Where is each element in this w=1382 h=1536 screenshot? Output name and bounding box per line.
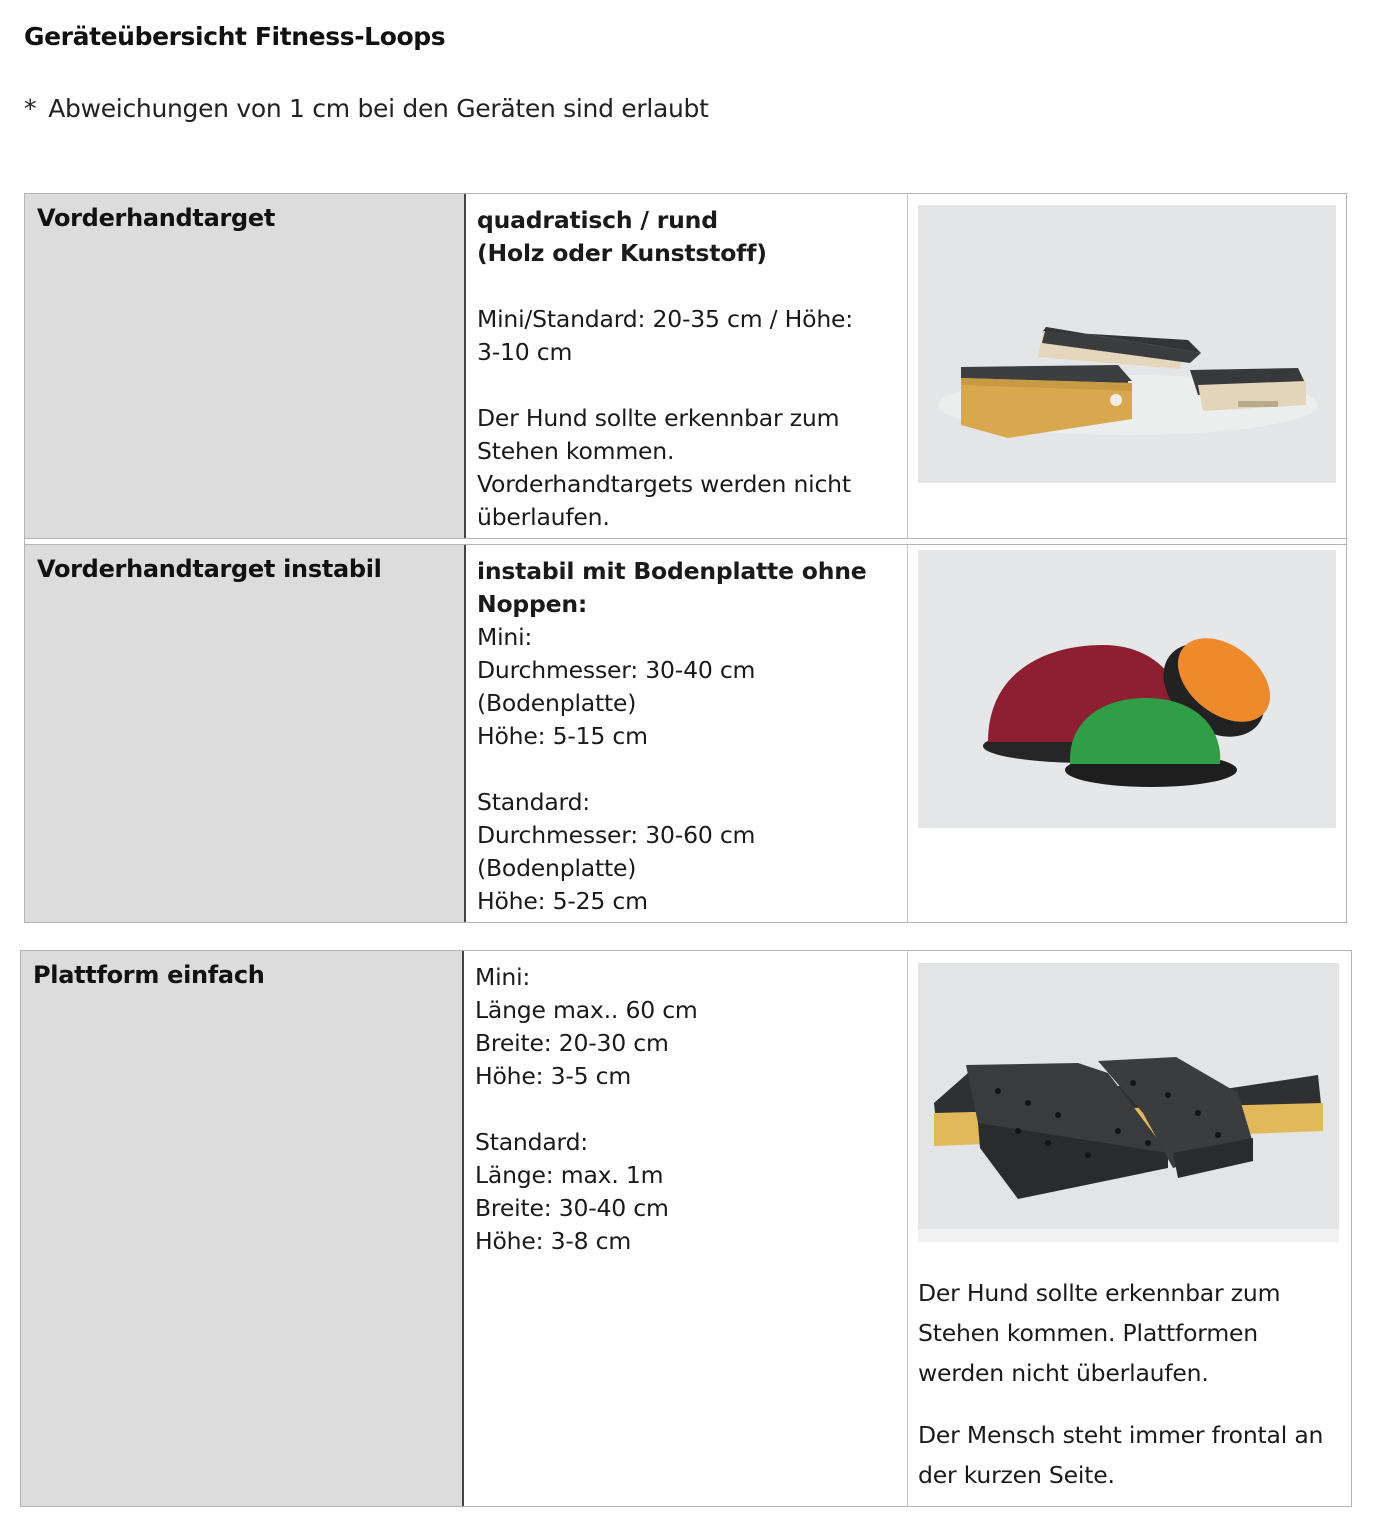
desc-line: Breite: 30-40 cm [475,1194,669,1222]
equipment-table-2 [20,950,1352,1507]
desc-line: 3-10 cm [477,338,573,366]
desc-line: Der Hund sollte erkennbar zum [477,404,840,432]
equipment-name-cell [21,951,464,1506]
equipment-name: Vorderhandtarget instabil [37,555,382,583]
desc-line [477,369,899,402]
table-row [21,951,1351,1506]
desc-line [475,1093,899,1126]
note-text: Abweichungen von 1 cm bei den Geräten sind erlaubt [48,94,709,123]
desc-line [477,270,899,303]
equipment-name: Plattform einfach [33,961,265,989]
desc-line [477,753,899,786]
note-marker: * [24,94,37,123]
desc-line: Länge: max. 1m [475,1161,664,1189]
desc-line: Mini: [477,623,533,651]
image-note: Der Mensch steht immer frontal an der kurzen Seite. [918,1421,1324,1489]
desc-line: Mini/Standard: 20-35 cm / Höhe: [477,305,853,333]
desc-bold-line: quadratisch / rund [477,206,718,234]
desc-line: Standard: [477,788,591,816]
tolerance-note [24,94,709,123]
desc-line: Höhe: 3-8 cm [475,1227,632,1255]
equipment-description [477,555,899,918]
equipment-image-notes [918,1273,1341,1517]
table-row [25,544,1346,922]
image-note: Der Hund sollte erkennbar zum Stehen kommen. Plattformen werden nicht überlaufen. [918,1279,1281,1387]
desc-line: Vorderhandtargets werden nicht [477,470,851,498]
equipment-image-cell [908,545,1346,922]
equipment-description-cell [466,545,908,922]
desc-line: Stehen kommen. [477,437,675,465]
desc-bold-line: (Holz oder Kunststoff) [477,239,767,267]
desc-line: Durchmesser: 30-40 cm [477,656,756,684]
desc-line: Höhe: 3-5 cm [475,1062,632,1090]
desc-line: Breite: 20-30 cm [475,1029,669,1057]
equipment-table-1 [24,193,1347,923]
equipment-name: Vorderhandtarget [37,204,276,232]
foam-platforms-photo [918,963,1339,1242]
desc-line: Standard: [475,1128,589,1156]
desc-line: Höhe: 5-15 cm [477,722,648,750]
equipment-description-cell [464,951,908,1506]
desc-line: überlaufen. [477,503,610,531]
equipment-name-cell [25,194,466,538]
equipment-description [475,961,899,1258]
equipment-name-cell [25,545,466,922]
desc-line: Länge max.. 60 cm [475,996,698,1024]
equipment-description-cell [466,194,908,538]
table-row [25,194,1346,539]
equipment-description [477,204,899,534]
desc-line: Mini: [475,963,531,991]
desc-line: Höhe: 5-25 cm [477,887,648,915]
equipment-image-cell [908,194,1346,538]
desc-bold-line: instabil mit Bodenplatte ohne [477,557,867,585]
desc-line: Durchmesser: 30-60 cm [477,821,756,849]
wooden-step-platforms-photo [918,205,1336,483]
equipment-image-cell [908,951,1351,1506]
balance-domes-photo [918,550,1336,828]
page-title: Geräteübersicht Fitness-Loops [24,22,446,51]
desc-line: (Bodenplatte) [477,689,637,717]
desc-line: (Bodenplatte) [477,854,637,882]
desc-bold-line: Noppen: [477,590,588,618]
